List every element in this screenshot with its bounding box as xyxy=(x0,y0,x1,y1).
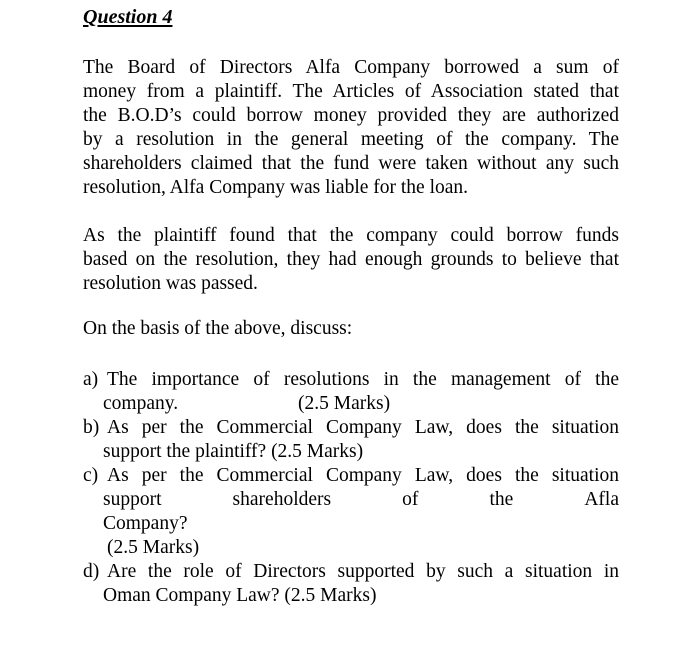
paragraph-line: resolution was passed. xyxy=(83,273,258,294)
paragraph-line: based on the resolution, they had enough grounds to believe that xyxy=(83,249,619,270)
item-line: As per the Commercial Company Law, does the situation xyxy=(107,417,619,438)
paragraph-line: shareholders claimed that the fund were taken without any such xyxy=(83,153,619,174)
item-word: support xyxy=(103,489,162,510)
paragraph-line: money from a plaintiff. The Articles of Association stated that xyxy=(83,81,619,102)
marks-label: (2.5 Marks) xyxy=(298,393,391,414)
item-word: shareholders xyxy=(232,489,332,510)
item-line: As per the Commercial Company Law, does the situation xyxy=(107,465,619,486)
list-item xyxy=(83,416,619,464)
list-item xyxy=(83,560,619,608)
paragraph-discuss xyxy=(83,317,619,341)
item-line: The importance of resolutions in the management of the xyxy=(107,369,619,390)
item-label: c) xyxy=(83,465,99,486)
list-item xyxy=(83,368,619,416)
item-word: Afla xyxy=(584,489,619,510)
question-list xyxy=(83,368,619,608)
item-word: the xyxy=(489,489,514,510)
item-line xyxy=(103,392,619,416)
item-label: b) xyxy=(83,417,100,438)
paragraph-line: the B.O.D’s could borrow money provided they are authorized xyxy=(83,105,619,126)
item-line: support the plaintiff? (2.5 Marks) xyxy=(103,441,364,462)
paragraph-plaintiff xyxy=(83,224,619,296)
discuss-prompt: On the basis of the above, discuss: xyxy=(83,318,353,339)
item-line xyxy=(103,488,619,512)
item-line: Oman Company Law? (2.5 Marks) xyxy=(103,585,377,606)
paragraph-line: resolution, Alfa Company was liable for the loan. xyxy=(83,177,469,198)
item-word: of xyxy=(402,489,419,510)
paragraph-line: The Board of Directors Alfa Company borrowed a sum of xyxy=(83,57,619,78)
paragraph-line: As the plaintiff found that the company could borrow funds xyxy=(83,225,619,246)
list-item xyxy=(83,464,619,560)
marks-label: (2.5 Marks) xyxy=(107,537,200,558)
paragraph-line: by a resolution in the general meeting of the company. The xyxy=(83,129,619,150)
item-line: Company? xyxy=(103,513,188,534)
item-label: a) xyxy=(83,369,99,390)
item-label: d) xyxy=(83,561,100,582)
paragraph-facts xyxy=(83,56,619,200)
question-heading: Question 4 xyxy=(83,6,173,28)
item-line: Are the role of Directors supported by such a situation in xyxy=(107,561,619,582)
item-text: company. xyxy=(103,393,179,414)
